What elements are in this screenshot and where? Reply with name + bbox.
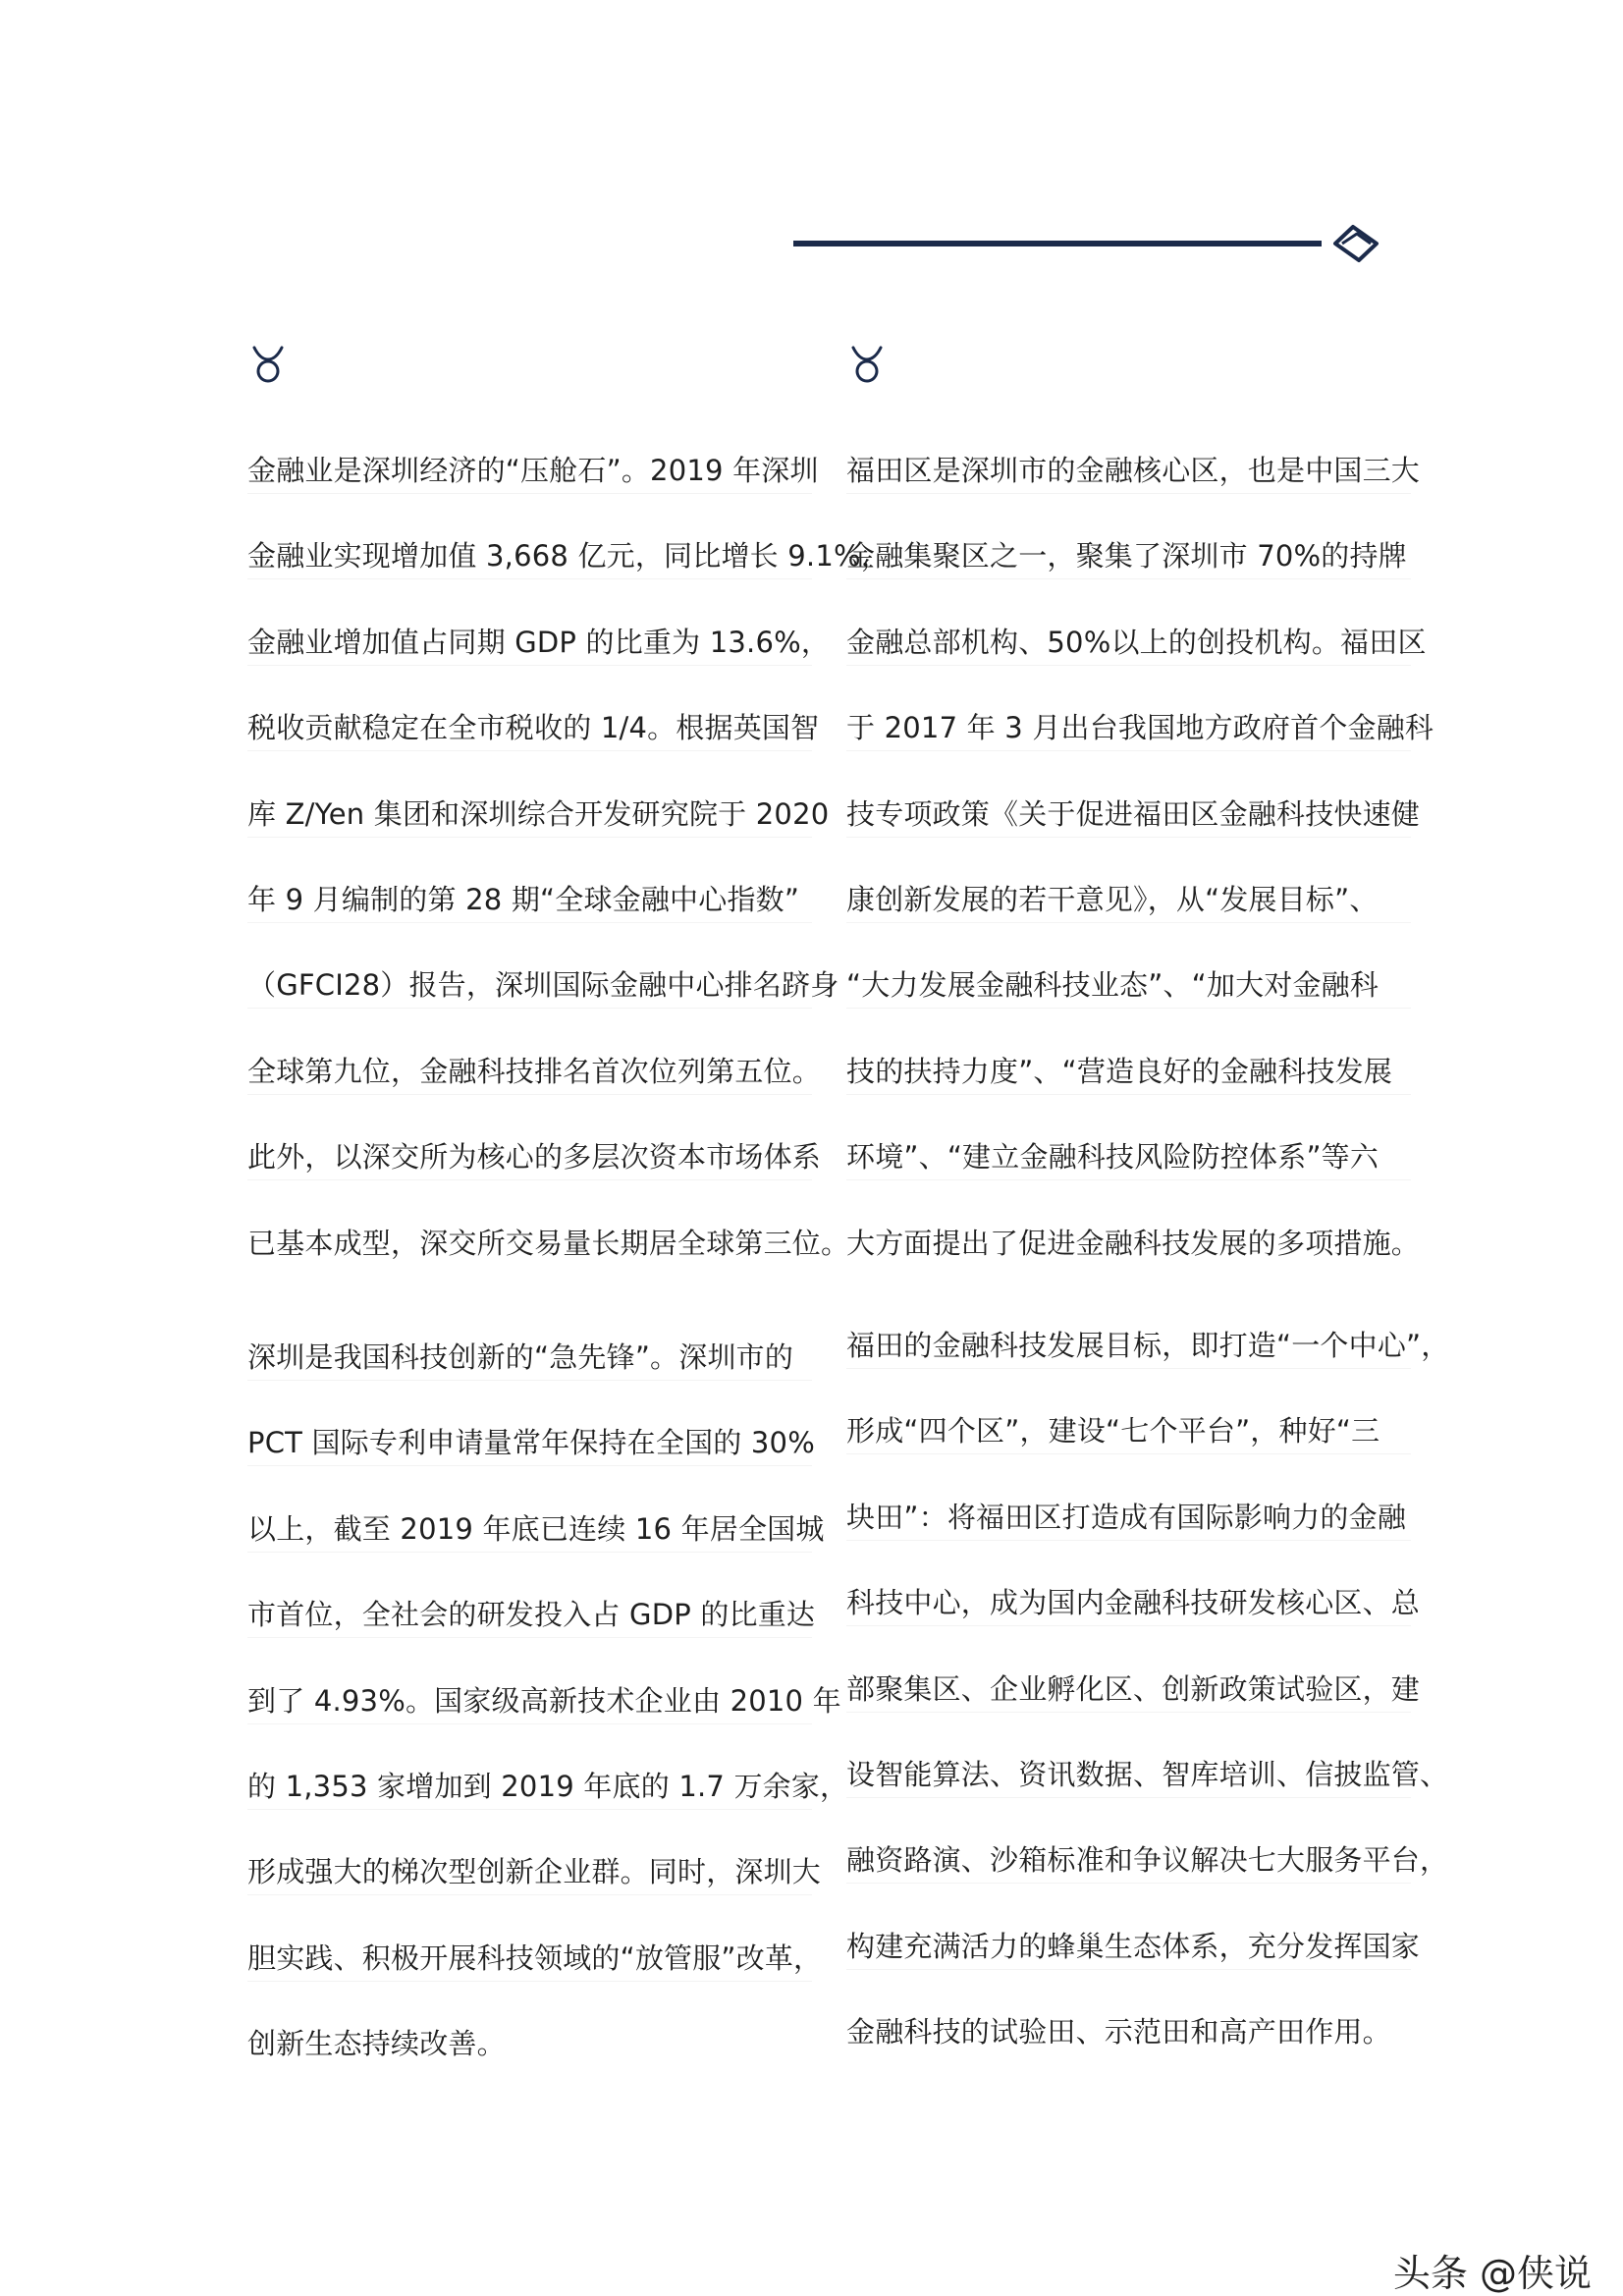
text-line: 库 Z/Yen 集团和深圳综合开发研究院于 2020 [247, 794, 812, 838]
diamond-icon [1331, 222, 1380, 265]
watermark: 头条 @侠说 [1392, 2252, 1592, 2295]
taurus-icon [251, 344, 285, 387]
text-line: 形成强大的梯次型创新企业群。同时，深圳大 [247, 1852, 812, 1895]
text-line: 技的扶持力度”、“营造良好的金融科技发展 [846, 1052, 1411, 1095]
text-line: 创新生态持续改善。 [247, 2027, 506, 2060]
text-line: 到了 4.93%。国家级高新技术企业由 2010 年 [247, 1681, 812, 1724]
text-line: 金融科技的试验田、示范田和高产田作用。 [846, 2015, 1391, 2049]
text-line: 于 2017 年 3 月出台我国地方政府首个金融科 [846, 708, 1411, 751]
text-line: 深圳是我国科技创新的“急先锋”。深圳市的 [247, 1338, 812, 1381]
text-line: 金融总部机构、50%以上的创投机构。福田区 [846, 623, 1411, 666]
text-line: 融资路演、沙箱标准和争议解决七大服务平台， [846, 1840, 1411, 1884]
text-line: 金融业是深圳经济的“压舱石”。2019 年深圳 [247, 451, 812, 494]
text-line: 以上，截至 2019 年底已连续 16 年居全国城 [247, 1509, 812, 1553]
text-line: 市首位，全社会的研发投入占 GDP 的比重达 [247, 1595, 812, 1638]
taurus-icon [850, 344, 884, 387]
text-line: 福田区是深圳市的金融核心区，也是中国三大 [846, 451, 1411, 494]
text-line: （GFCI28）报告，深圳国际金融中心排名跻身 [247, 965, 812, 1009]
text-line: 金融业实现增加值 3,668 亿元，同比增长 9.1%， [247, 536, 812, 579]
text-line: 部聚集区、企业孵化区、创新政策试验区，建 [846, 1669, 1411, 1713]
text-line: “大力发展金融科技业态”、“加大对金融科 [846, 965, 1411, 1009]
text-line: 科技中心，成为国内金融科技研发核心区、总 [846, 1583, 1411, 1626]
text-line: 金融集聚区之一，聚集了深圳市 70%的持牌 [846, 536, 1411, 579]
text-line: 税收贡献稳定在全市税收的 1/4。根据英国智 [247, 708, 812, 751]
text-line: 技专项政策《关于促进福田区金融科技快速健 [846, 794, 1411, 838]
text-line: 形成“四个区”，建设“七个平台”，种好“三 [846, 1411, 1411, 1454]
text-line: 康创新发展的若干意见》，从“发展目标”、 [846, 880, 1411, 923]
text-line: 年 9 月编制的第 28 期“全球金融中心指数” [247, 880, 812, 923]
text-line: 环境”、“建立金融科技风险防控体系”等六 [846, 1137, 1411, 1180]
text-line: PCT 国际专利申请量常年保持在全国的 30% [247, 1423, 812, 1466]
text-line: 块田”：将福田区打造成有国际影响力的金融 [846, 1498, 1411, 1541]
text-line: 胆实践、积极开展科技领域的“放管服”改革， [247, 1939, 812, 1982]
text-line: 金融业增加值占同期 GDP 的比重为 13.6%， [247, 623, 812, 666]
text-line: 的 1,353 家增加到 2019 年底的 1.7 万余家， [247, 1767, 812, 1810]
text-line: 构建充满活力的蜂巢生态体系，充分发挥国家 [846, 1927, 1411, 1970]
text-line: 全球第九位，金融科技排名首次位列第五位。 [247, 1052, 812, 1095]
text-line: 已基本成型，深交所交易量长期居全球第三位。 [247, 1227, 850, 1260]
text-line: 设智能算法、资讯数据、智库培训、信披监管、 [846, 1755, 1411, 1798]
text-line: 此外，以深交所为核心的多层次资本市场体系 [247, 1137, 812, 1180]
text-line: 福田的金融科技发展目标，即打造“一个中心”， [846, 1326, 1411, 1369]
text-line: 大方面提出了促进金融科技发展的多项措施。 [846, 1227, 1421, 1260]
header-rule [793, 241, 1322, 246]
